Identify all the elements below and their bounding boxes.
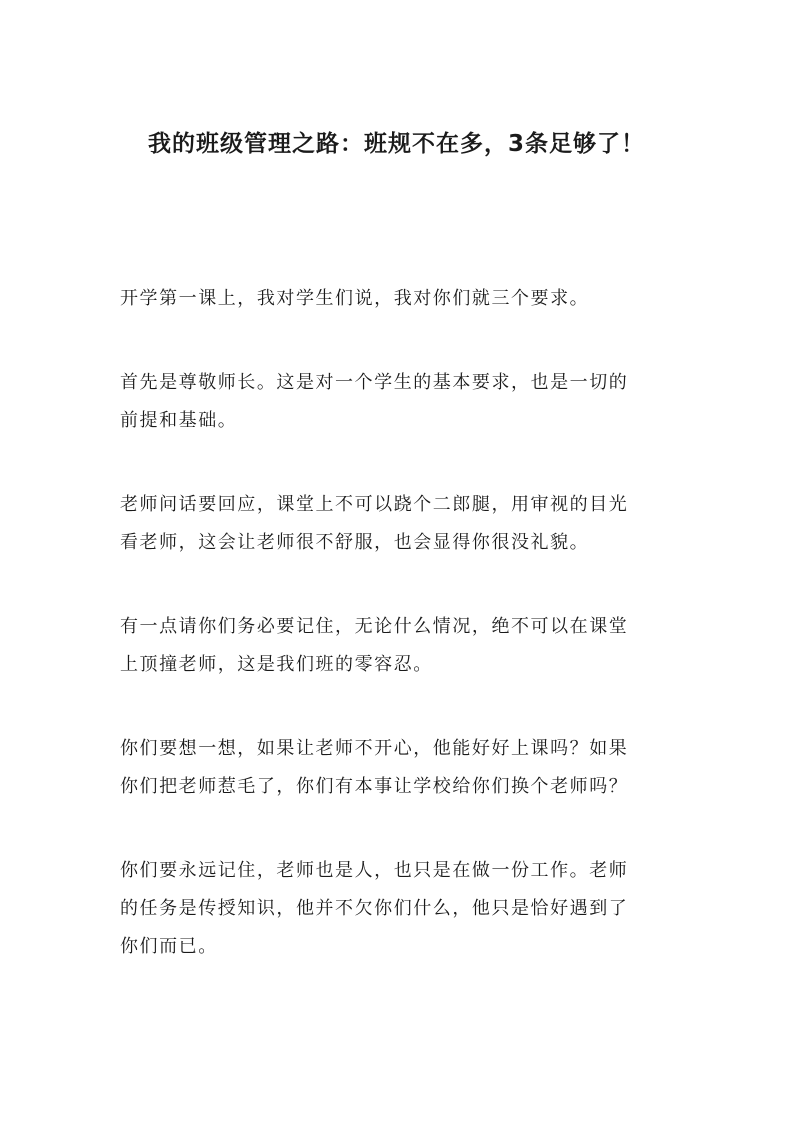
paragraph-3: 老师问话要回应，课堂上不可以跷个二郎腿，用审视的目光 看老师，这会让老师很不舒服，也会显得你很没礼貌。 <box>120 494 629 553</box>
paragraph-4: 有一点请你们务必要记住，无论什么情况，绝不可以在课堂 上顶撞老师，这是我们班的零容忍。 <box>120 616 629 675</box>
document-body <box>120 280 680 1012</box>
paragraph-5: 你们要想一想，如果让老师不开心，他能好好上课吗？如果 你们把老师惹毛了，你们有本事让学校给你们换个老师吗？ <box>120 738 629 797</box>
paragraph-6: 你们要永远记住，老师也是人，也只是在做一份工作。老师 的任务是传授知识，他并不欠你们什么，他只是恰好遇到了 你们而已。 <box>120 860 629 957</box>
page-title: 我的班级管理之路：班规不在多，3条足够了！ <box>147 131 645 157</box>
paragraph-2: 首先是尊敬师长。这是对一个学生的基本要求，也是一切的 前提和基础。 <box>120 372 629 431</box>
paragraph-1: 开学第一课上，我对学生们说，我对你们就三个要求。 <box>120 288 590 309</box>
